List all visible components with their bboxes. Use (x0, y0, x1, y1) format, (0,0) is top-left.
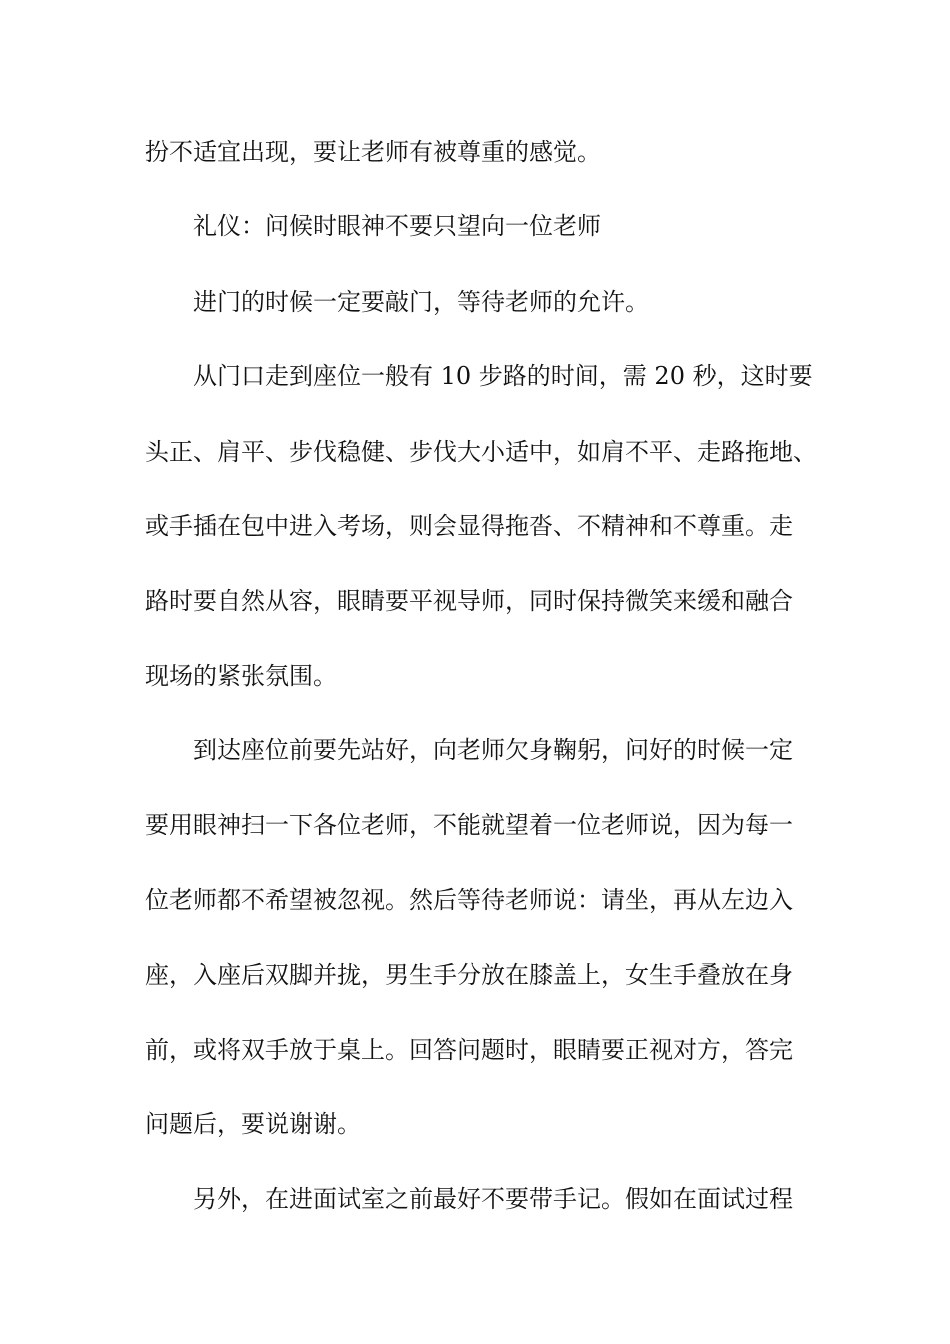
text-line-13: 前，或将双手放于桌上。回答问题时，眼睛要正视对方，答完 (145, 1036, 793, 1064)
text-line-10: 要用眼神扫一下各位老师，不能就望着一位老师说，因为每一 (145, 811, 793, 839)
text-line-9: 到达座位前要先站好，向老师欠身鞠躬，问好的时候一定 (193, 736, 793, 764)
text-line-8: 现场的紧张氛围。 (145, 662, 337, 690)
text-line-7: 路时要自然从容，眼睛要平视导师，同时保持微笑来缓和融合 (145, 587, 793, 615)
text-line-15: 另外，在进面试室之前最好不要带手记。假如在面试过程 (193, 1185, 793, 1213)
text-line-14: 问题后，要说谢谢。 (145, 1110, 361, 1138)
text-line-2: 礼仪：问候时眼神不要只望向一位老师 (193, 212, 601, 240)
text-line-4: 从门口走到座位一般有 10 步路的时间，需 20 秒，这时要 (193, 362, 813, 390)
text-line-5: 头正、肩平、步伐稳健、步伐大小适中，如肩不平、走路拖地、 (145, 438, 817, 466)
text-line-6: 或手插在包中进入考场，则会显得拖沓、不精神和不尊重。走 (145, 512, 793, 540)
text-line-12: 座，入座后双脚并拢，男生手分放在膝盖上，女生手叠放在身 (145, 961, 793, 989)
text-line-1: 扮不适宜出现，要让老师有被尊重的感觉。 (145, 138, 601, 166)
text-line-11: 位老师都不希望被忽视。然后等待老师说：请坐，再从左边入 (145, 886, 793, 914)
text-line-3: 进门的时候一定要敲门，等待老师的允许。 (193, 288, 649, 316)
